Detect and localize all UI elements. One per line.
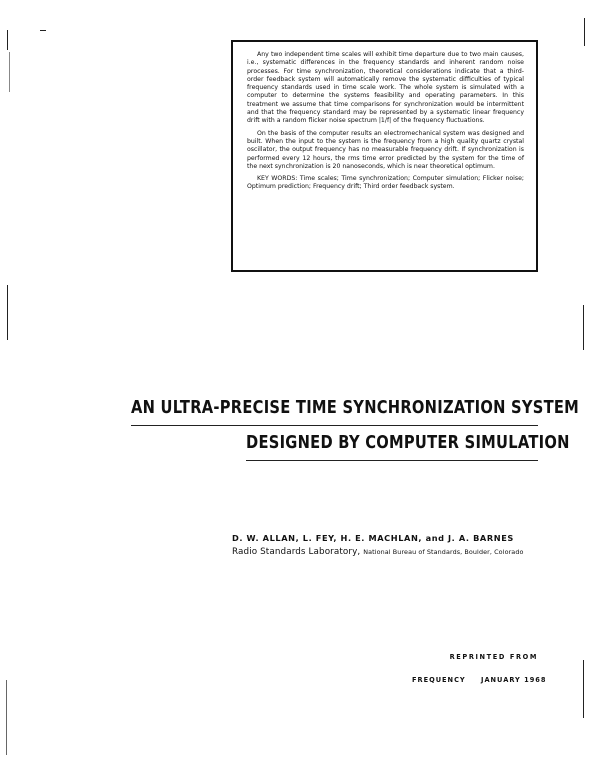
abstract-box [231,40,538,272]
journal-name: FREQUENCY [412,676,466,684]
scan-edge-mark [9,52,10,92]
reprinted-from: REPRINTED FROM [449,653,538,661]
key-words: KEY WORDS: Time scales; Time synchronization; Computer simulation; Flicker noise; Optimum prediction; Frequency drift; Third order feedback system. [247,175,524,191]
authors: D. W. ALLAN, L. FEY, H. E. MACHLAN, and J. A. BARNES [232,533,514,543]
title-underline [246,460,538,461]
abstract-paragraph: On the basis of the computer results an electromechanical system was designed and built. When the input to the system is the frequency from a high quality quartz crystal oscillator, the output frequency has no measurable frequency drift. If synchronization is performed every 12 hours, the rms time error predicted by the system for the time of the next synchronization is 20 nanoseconds, which is near theoretical optimum. [247,129,524,170]
title-line-2: DESIGNED BY COMPUTER SIMULATION [246,433,570,453]
affiliation [232,547,523,557]
title-underline [131,425,538,426]
bureau-name: National Bureau of Standards, Boulder, Colorado [363,548,524,556]
scan-edge-mark [583,305,584,350]
scan-edge-mark [584,18,585,46]
scan-edge-mark [583,660,584,718]
title-line-1: AN ULTRA-PRECISE TIME SYNCHRONIZATION SYSTEM [131,398,580,418]
journal-date: JANUARY 1968 [480,676,547,684]
lab-name: Radio Standards Laboratory, [232,547,361,557]
scan-edge-mark [7,30,8,50]
scan-edge-mark [7,285,8,340]
scan-edge-mark [40,30,46,31]
journal-citation [412,676,546,684]
scan-edge-mark [6,680,7,755]
abstract-paragraph: Any two independent time scales will exhibit time departure due to two main causes, i.e., systematic differences in the frequency standards and inherent random noise processes. For time synchronization, theoretical considerations indicate that a third-order feedback system will automatically remove the systematic difficulties of typical frequency standards used in time scale work. The whole system is simulated with a computer to determine the systems feasibility and operating parameters. In this treatment we assume that time comparisons for synchronization would be intermittent and that the frequency standard may be represented by a systematic linear frequency drift with a random flicker noise spectrum |1/f| of the frequency fluctuations. [247,51,524,125]
